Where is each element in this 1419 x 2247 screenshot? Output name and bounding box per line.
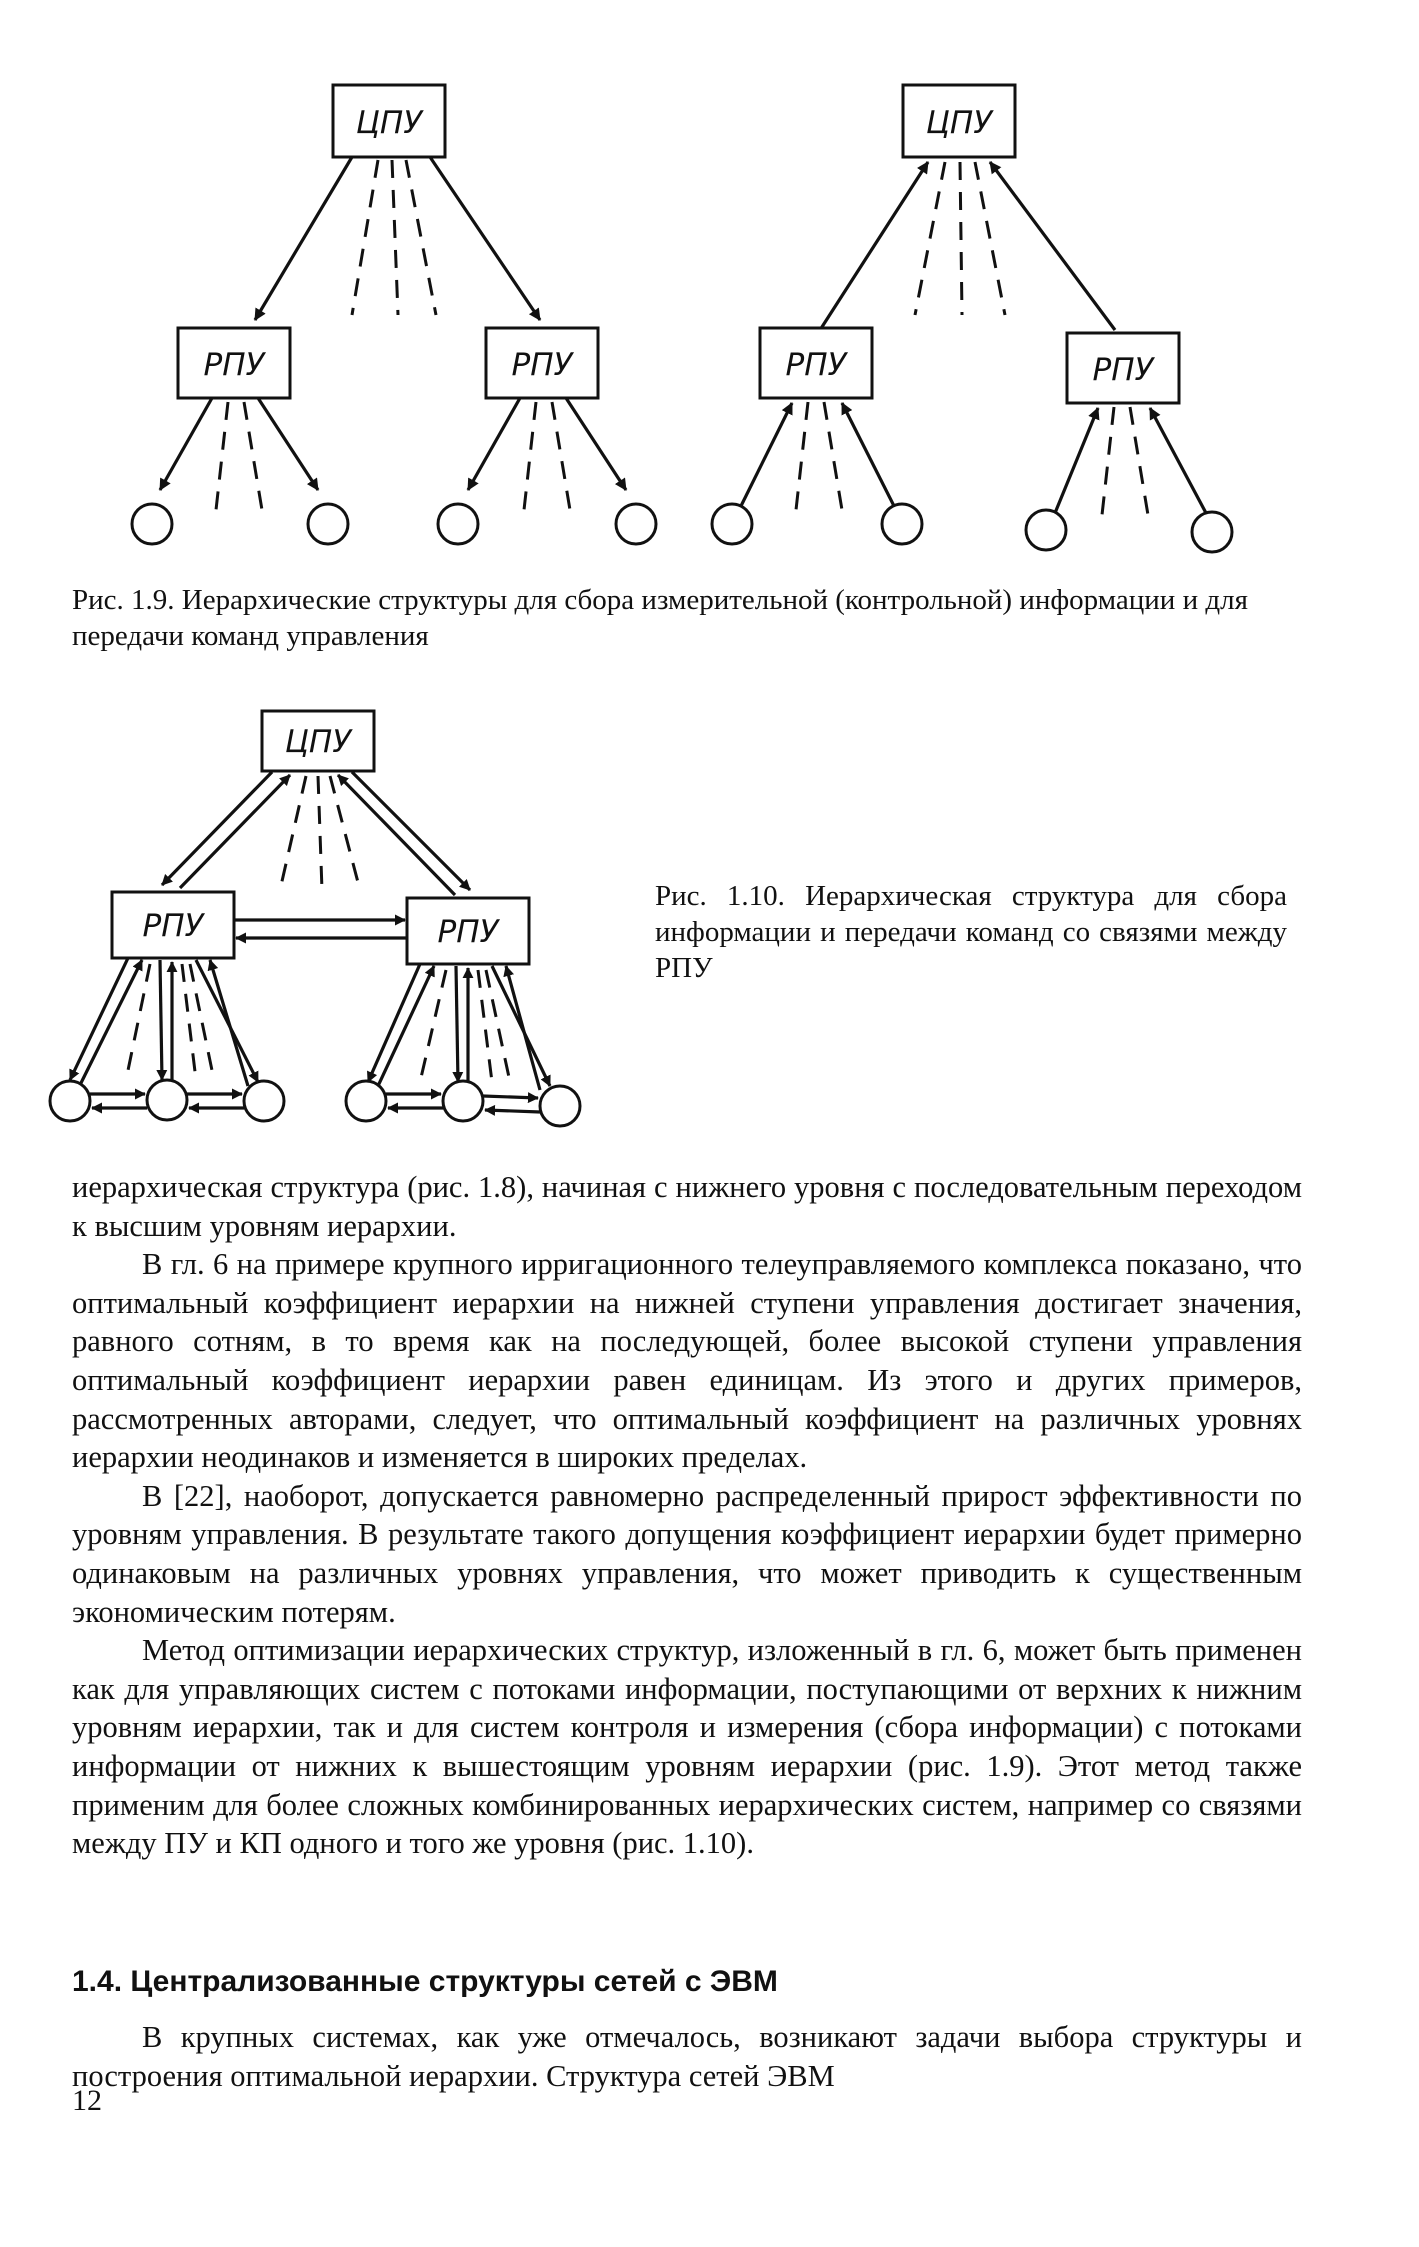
arrow-node-to-node <box>483 1096 538 1098</box>
terminal-node <box>882 504 922 544</box>
arrow-node-to-rpu <box>80 960 142 1085</box>
figure-1-9-caption: Рис. 1.9. Иерархические структуры для сбора измерительной (контрольной) информации и для передачи команд управления <box>72 584 1248 652</box>
fig19-left-group <box>132 85 656 544</box>
arrow-rpu-to-node <box>258 398 318 490</box>
terminal-node <box>540 1086 580 1126</box>
dashed-link <box>796 402 808 510</box>
section-heading: 1.4. Централизованные структуры сетей с ЭВМ <box>72 1965 778 1998</box>
cpu-label: ЦПУ <box>355 105 423 141</box>
dashed-link <box>1130 407 1148 515</box>
arrow-rpu-to-node <box>160 398 212 490</box>
arrow-rpu-to-cpu-left <box>820 162 928 330</box>
terminal-node <box>147 1080 187 1120</box>
terminal-node <box>50 1081 90 1121</box>
arrow-node-to-rpu <box>842 403 895 508</box>
dashed-link <box>1102 407 1114 515</box>
arrow-cpu-to-rpu-right <box>352 772 470 890</box>
dashed-link <box>318 776 322 890</box>
dashed-link <box>244 402 262 510</box>
arrow-node-to-rpu <box>506 966 540 1090</box>
terminal-node <box>346 1081 386 1121</box>
paragraph: В [22], наоборот, допускается равномерно распределенный прирост эффективности по уровням управления. В результате такого допущения коэффициент иерархии будет примерно одинаковым на различных уровнях управления, что может приводить к существенным экономическим потерям. <box>72 1478 1302 1629</box>
dashed-link <box>552 402 570 510</box>
rpu-label: РПУ <box>142 908 204 944</box>
arrow-rpu-to-node <box>160 960 162 1080</box>
paragraph: В крупных системах, как уже отмечалось, возникают задачи выбора структуры и построения оптимальной иерархии. Структура сетей ЭВМ <box>72 2020 1302 2093</box>
body-text <box>72 1168 1302 1863</box>
paragraph: Метод оптимизации иерархических структур, изложенный в гл. 6, может быть применен как для управляющих систем с потоками информации, поступающими от верхних к нижним уровням иерархии, так и для систем контроля и измерения (сбора информации) с потоками информации от нижних к вышестоящим уровням иерархии (рис. 1.9). Этот метод также применим для более сложных комбинированных иерархических систем, например со связями между ПУ и КП одного и того же уровня (рис. 1.10). <box>72 1633 1302 1861</box>
terminal-node <box>244 1081 284 1121</box>
rpu-label: РПУ <box>437 914 499 950</box>
fig19-right-group <box>712 85 1232 552</box>
page-number: 12 <box>72 2084 102 2117</box>
dashed-link <box>960 162 962 315</box>
terminal-node <box>616 504 656 544</box>
arrow-rpu-to-node <box>468 398 520 490</box>
rpu-label: РПУ <box>203 347 265 383</box>
arrow-node-to-rpu <box>378 966 434 1086</box>
dashed-link <box>352 160 378 315</box>
dashed-link <box>824 402 842 510</box>
cpu-label: ЦПУ <box>284 724 352 760</box>
arrow-node-to-node <box>485 1110 540 1112</box>
dashed-link <box>975 162 1005 315</box>
dashed-link <box>915 162 945 315</box>
arrow-node-to-rpu <box>740 403 792 508</box>
arrow-cpu-to-rpu-left <box>255 157 352 320</box>
figure-1-10-caption: Рис. 1.10. Иерархическая структура для сбора информации и передачи команд со связями между РПУ <box>655 880 1287 984</box>
arrow-cpu-to-rpu-right <box>430 157 540 320</box>
terminal-node <box>132 504 172 544</box>
rpu-label: РПУ <box>1092 352 1154 388</box>
terminal-node <box>438 504 478 544</box>
arrow-rpu-left-to-cpu <box>180 775 290 888</box>
arrow-rpu-to-node <box>566 398 626 490</box>
section-text <box>72 2018 1302 2095</box>
dashed-link <box>406 160 436 315</box>
rpu-label: РПУ <box>511 347 573 383</box>
dashed-link <box>216 402 228 510</box>
dashed-link <box>392 160 398 315</box>
figure-1-9-left-tree <box>0 0 1419 600</box>
cpu-label: ЦПУ <box>925 105 993 141</box>
figure-1-10-diagram <box>0 680 660 1140</box>
arrow-rpu-to-node <box>368 964 420 1082</box>
arrow-node-to-rpu <box>210 960 248 1086</box>
arrow-rpu-to-node <box>70 958 128 1080</box>
terminal-node <box>308 504 348 544</box>
paragraph: иерархическая структура (рис. 1.8), начиная с нижнего уровня с последовательным переходом к высшим уровням иерархии. <box>72 1170 1302 1243</box>
arrow-rpu-to-cpu-right <box>990 162 1115 330</box>
terminal-node <box>443 1081 483 1121</box>
rpu-label: РПУ <box>785 347 847 383</box>
arrow-node-to-rpu <box>1150 408 1206 513</box>
dashed-link <box>280 776 306 890</box>
arrow-cpu-to-rpu-left <box>162 772 272 885</box>
terminal-node <box>712 504 752 544</box>
dashed-link <box>524 402 536 510</box>
arrow-rpu-to-node <box>456 966 458 1082</box>
terminal-node <box>1026 510 1066 550</box>
terminal-node <box>1192 512 1232 552</box>
arrow-node-to-rpu <box>1055 408 1098 513</box>
paragraph: В гл. 6 на примере крупного ирригационного телеуправляемого комплекса показано, что оптимальный коэффициент иерархии на нижней ступени управления достигает значения, равного сотням, в то время как на последующей, более высокой ступени управления оптимальный коэффициент иерархии равен единицам. Из этого и других примеров, рассмотренных авторами, следует, что оптимальный коэффициент на различных уровнях иерархии неодинаков и изменяется в широких пределах. <box>72 1247 1302 1475</box>
